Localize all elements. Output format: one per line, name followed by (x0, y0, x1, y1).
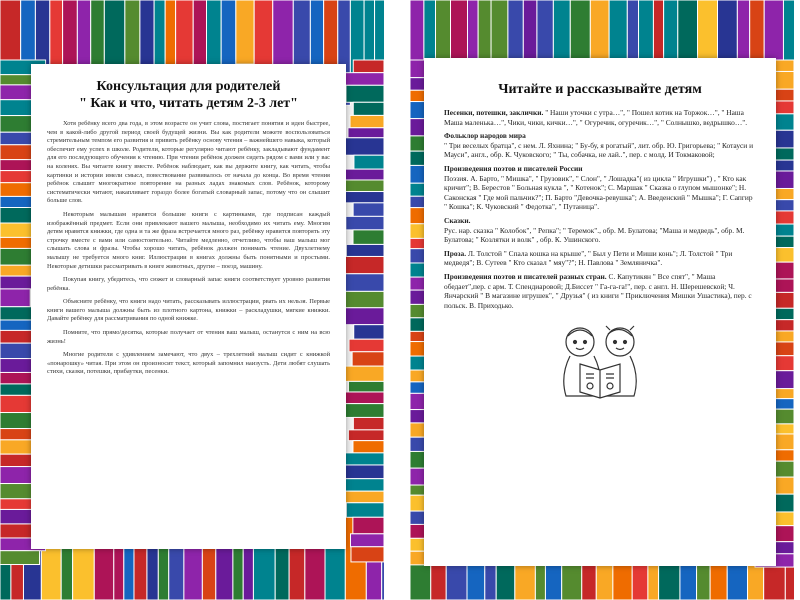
consultation-page (31, 64, 346, 549)
section-fairy-tales: Сказки. Рус. нар. сказка " Колобок", " Репка"; " Теремок"., обр. М. Булатова; "Маша и медведь", обр. М. Булатова; " Козлятки и волк" , обр. К. Ушинского. (444, 215, 745, 245)
paragraph: Некоторым малышам нравятся большие книги с картинками, где подписан каждый изображённый предмет. Если они привлекают вашего малыша, необходимо их читать ему. Многим детям нравятся книжки, где одна и та же фраза встречается много раз, ребёнку нравится повторять эту строчку вместе с вами или самостоятельно. Читайте медленно, отчетливо, чтобы ваш малыш мог слышать слова и фразы. Чтобы хорошо читать, ребёнок должен понимать чтение. Двухлетнему малышу не требуется много книг. Иллюстрации в книгах должны быть понятными и простыми. Некоторые детишки рассматривать в книге животных, другие – поезд, машину. (47, 210, 330, 270)
section-russian-authors: Произведения поэтов и писателей России Поэзия. А. Барто, " Мишка", " Грузовик", " Слон", " Лошадка"( из цикла " Игрушки") , " Кто как кричит"; В. Берестов " Больная кукла ", " Котенок"; С. Маршак " Сказка о глупом мышонке"; Н. Саконская " Где мой пальчик?"; П. Барто "Девочка-ревушка"; А. Введенский " Мышка"; Г. Сапгир " Кошка"; К. Чуковский " Федотка", " Путаница". (444, 163, 753, 212)
section-songs: Песенки, потешки, заклички. " Наши уточки с утра…", " Пошел котик на Торжок…", " Наша Маша маленька…", Чики, чики, кички…", " Огуречик, огуречик…", " Солнышко, ведрышко…". (444, 108, 748, 127)
paragraph: Объясните ребёнку, что книги надо читать, рассказывать иллюстрации, рвать их нельзя. Первые книги вашего малыша должны быть из плотного картона, книжки – раскладушки, мягкие книжки. Давайте ребёнку для рассматривания по одной книжке. (47, 298, 330, 323)
children-reading-illustration (540, 320, 660, 410)
reading-list-title: Читайте и рассказывайте детям (498, 82, 702, 97)
section-prose: Проза. Л. Толстой " Спала кошка на крыше", " Был у Пети и Миши конь"; Л. Толстой " Три медведя"; В. Сутеев " Кто сказал " мяу"?"; Н. Павлова " Земляничка". (444, 248, 733, 268)
paragraph: Хотя ребёнку всего два года, в этом возрасте он учит слова, постигает понятия и идеи быстрее, чем в какой-либо другой период своей будущей жизни. Вы как родители можете воспользоваться стремительным темпом его развития и привить ребёнку основу чтения – важнейшего навыка, который обеспечит ему успех в школе. Родители, которые регулярно читают ребёнку, закладывают фундамент для его последующего обучения к чтению. При чтении ребёнок должен сидеть рядом с вами или у вас на коленях. Вы читаете книгу вместе. Ребёнок наблюдает, как вы держите книгу, как читать, чтобы картинки и истории имели смысл, повествование развивалось от начала до конца. Во время чтения ребёнок слышит многократное повторение на разных ладах знакомых слов. Ребёнок, которому систематически читают, накапливает гораздо более богатый словарный запас, потому что он слышит больше слов. (47, 120, 330, 205)
consultation-body (47, 120, 330, 377)
paragraph: Многие родители с удивлением замечают, что двух – трехлетний малыш сидит с книжкой «понарошку» читая. При этом он произносит текст, который запомнил наизусть. Дети любят слушать стихи, сказки, потешки, прибаутки, песенки. (47, 351, 330, 376)
paragraph: Покупая книгу, убедитесь, что сюжет и словарный запас книги соответствует уровню развития ребёнка. (47, 276, 330, 292)
left-panel (0, 0, 384, 600)
paragraph: Помните, что прямо/десятка, которые получает от чтения ваш малыш, останутся с ним на всю жизнь! (47, 329, 330, 345)
right-panel (410, 0, 794, 600)
section-foreign-authors: Произведения поэтов и писателей разных стран. С. Капутикян " Все спят", " Маша обедает",пер. с арм. Т. Спендиаровой; Д.Биссет " Га-га-га!", пер. с англ. Н. Шерешевской; Ч. Янчарский " В магазине игрушек", " Друзья" ( из книги " Приключения Мишки Ушастика), пер. с польск. В. Приходько. (444, 271, 752, 310)
reading-list-page (424, 58, 776, 566)
section-folklore: Фольклор народов мира " Три веселых братца", с нем. Л. Яхнина; " Бу-бу, я рогатый", лит. обр. Ю. Григорьева; " Котауси и Мауси", англ., обр. К. Чуковского; " Ты, собачка, не лай..", пер. с молд. И Токмаковой; (444, 131, 754, 160)
consultation-title: Консультация для родителей " Как и что, читать детям 2-3 лет" (79, 79, 298, 111)
